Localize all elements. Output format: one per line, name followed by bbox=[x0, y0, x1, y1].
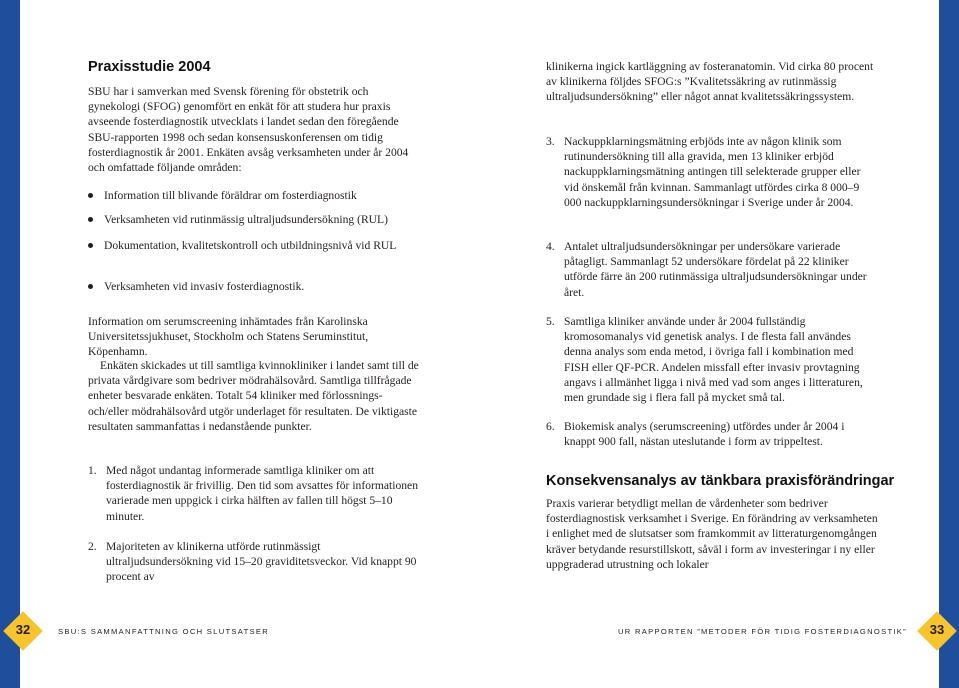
bullet-item: Dokumentation, kvalitetskontroll och utbildningsnivå vid RUL bbox=[88, 238, 420, 253]
footer-left: SBU:S SAMMANFATTNING OCH SLUTSATSER bbox=[58, 627, 270, 636]
numbered-item-6: 6. Biokemisk analys (serumscreening) utfördes under år 2004 i knappt 900 fall, nästan uteslutande i form av trippeltest. bbox=[546, 420, 845, 449]
section-heading-konsekvensanalys: Konsekvensanalys av tänkbara praxisförändringar bbox=[546, 473, 895, 489]
footer-right: UR RAPPORTEN ”METODER FÖR TIDIG FOSTERDIAGNOSTIK” bbox=[618, 627, 907, 636]
survey-paragraph: Enkäten skickades ut till samtliga kvinnokliniker i landet samt till de privata vårdgivare som bedriver mödrahälsovård. Samtliga tillfrågade enheter besvarade enkäten. Totalt 54 kliniker med förlossnings- och/eller mödrahälsovård utgör underlaget för resultaten. De viktigaste resultaten sammanfattas i nedanstående punkter. bbox=[88, 359, 419, 433]
page-number-left: 32 bbox=[15, 622, 31, 637]
bullet-dot bbox=[88, 284, 93, 289]
bullet-dot bbox=[88, 243, 93, 248]
numbered-item-3: 3. Nackuppklarningsmätning erbjöds inte av någon klinik som rutinundersökning till alla gravida, men 13 kliniker erbjöd nackuppklarningsmätning antingen till selekterade grupper eller vid önskemål från kvinnan. Sammanlagt utfördes cirka 8 000–9 000 nackuppklarningsundersökningar i Sverige under år 2004. bbox=[546, 135, 861, 209]
bullet-item: Verksamheten vid invasiv fosterdiagnostik. bbox=[88, 279, 420, 294]
numbered-item-1: 1. Med något undantag informerade samtliga kliniker om att fosterdiagnostik är frivillig. Den tid som avsattes för informationen varierade men uppgick i cirka hälften av fallen till högst 5–10 minuter. bbox=[88, 464, 418, 523]
konsekvens-paragraph: Praxis varierar betydligt mellan de vårdenheter som bedriver fosterdiagnostisk verksamhet i Sverige. En förändring av verksamheten i enlighet med de slutsatser som framkommit av litteraturgenomgången kräver betydande resurstillskott, såväl i form av investeringar i ny eller uppgraderad utrustning och lokaler bbox=[546, 497, 878, 571]
numbered-item-5: 5. Samtliga kliniker använde under år 2004 fullständig kromosomanalys vid genetisk analys. I de flesta fall användes denna analys som enda metod, i övriga fall i kombination med FISH eller QF-PCR. Andelen missfall efter invasiv provtagning angavs i allmänhet ligga i nivå med vad som anges i litteraturen, men grundade sig i flera fall på mycket små tal. bbox=[546, 315, 863, 405]
bullet-dot bbox=[88, 193, 93, 198]
section-heading-praxisstudie: Praxisstudie 2004 bbox=[88, 59, 211, 75]
left-edge-band bbox=[0, 0, 20, 688]
bullet-item: Information till blivande föräldrar om fosterdiagnostik bbox=[88, 188, 420, 203]
numbered-item-4: 4. Antalet ultraljudsundersökningar per undersökare varierade påtagligt. Sammanlagt 52 undersökare fördelat på 22 kliniker utförde färre än 200 rutinmässiga ultraljudsundersökningar under året. bbox=[546, 240, 867, 299]
serumscreening-paragraph: Information om serumscreening inhämtades från Karolinska Universitetssjukhuset, Stockholm och Statens Seruminstitut, Köpenhamn. bbox=[88, 315, 369, 359]
numbered-item-2: 2. Majoriteten av klinikerna utförde rutinmässigt ultraljudsundersökning vid 15–20 graviditetsveckor. Vid knappt 90 procent av bbox=[88, 540, 417, 584]
intro-paragraph: SBU har i samverkan med Svensk förening för obstetrik och gynekologi (SFOG) genomfört en enkät för att studera hur praxis avseende fosterdiagnostik utvecklats i landet sedan den föregående SBU-rapporten 1998 och sedan konsensuskonferensen om tidig fosterdiagnostik år 2001. Enkäten avsåg verksamheten under år 2004 och omfattade följande områden: bbox=[88, 85, 409, 175]
bullet-dot bbox=[88, 217, 93, 222]
right-edge-band bbox=[939, 0, 959, 688]
bullet-item: Verksamheten vid rutinmässig ultraljudsundersökning (RUL) bbox=[88, 212, 420, 227]
continuation-paragraph: klinikerna ingick kartläggning av fosteranatomin. Vid cirka 80 procent av klinikerna följdes SFOG:s ”Kvalitetssäkring av rutinmässig ultraljudsundersökning” eller något annat kvalitetssäkringssystem. bbox=[546, 60, 874, 104]
page-number-right: 33 bbox=[929, 622, 945, 637]
